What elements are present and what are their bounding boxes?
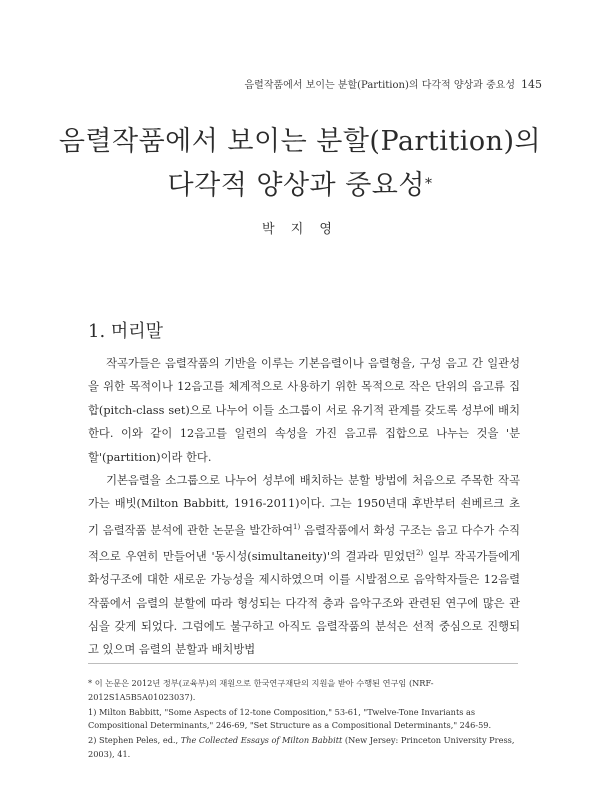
- footnote-2-book-title: The Collected Essays of Milton Babbitt: [180, 735, 343, 745]
- paragraph-2-part-c: 일부 작곡가들에게 화성구조에 대한 새로운 가능성을 제시하였으며 이를 시발점으로 음악학자들은 12음렬 작품에서 음렬의 분할에 따라 형성되는 다각적 층과 음악구조와 관련된 연구에 많은 관심을 갖게 되었다. 그럼에도 불구하고 아직도 음렬작품의 분석은 선적 중심으로 진행되고 있으며 음렬의 분할과 배치방법: [88, 549, 520, 657]
- paragraph-2-part-a: 기본음렬을 소그룹으로 나누어 성부에 배치하는 분할 방법에 처음으로 주목한 작곡가는 배빗(Milton Babbitt, 1916-2011)이다. 그는 1950년대 후반부터 쇤베르크 초기 음렬작품 분석에 관한 논문을 발간하여: [88, 474, 520, 537]
- footnote-2-part-b: (New Jersey: Princeton University Press, 2003), 41.: [88, 735, 515, 759]
- section-heading: 1. 머리말: [88, 321, 164, 342]
- paragraph-2-part-b: 음렬작품에서 화성 구조는 음고 다수가 수직적으로 우연히 만들어낸 '동시성(simultaneity)'의 결과라 믿었던: [88, 523, 520, 563]
- footnote-1: 1) Milton Babbitt, "Some Aspects of 12-tone Composition," 53-61, "Twelve-Tone Invariants as Compositional Determinants," 246-69, "Set Structure as a Compositional Determinants," 246-59.: [88, 706, 492, 730]
- footnotes: [88, 677, 520, 763]
- article-title-line2-text: 다각적 양상과 중요성: [167, 170, 425, 201]
- running-head: [245, 76, 542, 91]
- article-title-line1: 음렬작품에서 보이는 분할(Partition)의: [58, 126, 542, 157]
- article-title: [0, 120, 600, 208]
- running-head-title: 음렬작품에서 보이는 분할(Partition)의 다각적 양상과 중요성: [244, 80, 515, 91]
- paragraph-1: 작곡가들은 음렬작품의 기반을 이루는 기본음렬이나 음렬형을, 구성 음고 간 일관성을 위한 목적이나 12음고를 체계적으로 사용하기 위한 목적으로 작은 단위의 음고류 집합(pitch-class set)으로 나누어 이들 소그룹이 서로 유기적 관계를 갖도록 성부에 배치한다. 이와 같이 12음고를 일련의 속성을 가진 음고류 집합으로 나누는 것을 '분할'(partition)이라 한다.: [88, 357, 520, 464]
- footnote-star: * 이 논문은 2012년 정부(교육부)의 재원으로 한국연구재단의 지원을 받아 수행된 연구임 (NRF-2012S1A5B5A01023037).: [88, 678, 434, 702]
- article-title-line2: [0, 164, 600, 208]
- author-name: 박 지 영: [262, 222, 338, 237]
- footnote-divider: [88, 663, 518, 664]
- body-text: [88, 352, 520, 662]
- title-footnote-mark: *: [424, 176, 433, 192]
- footnote-2-part-a: 2) Stephen Peles, ed.,: [88, 735, 181, 745]
- page-number: 145: [521, 78, 542, 91]
- footnote-ref-2: 2): [415, 549, 424, 558]
- paragraph-2: [88, 469, 520, 662]
- footnote-2: [88, 734, 520, 761]
- footnote-ref-1: 1): [293, 522, 301, 531]
